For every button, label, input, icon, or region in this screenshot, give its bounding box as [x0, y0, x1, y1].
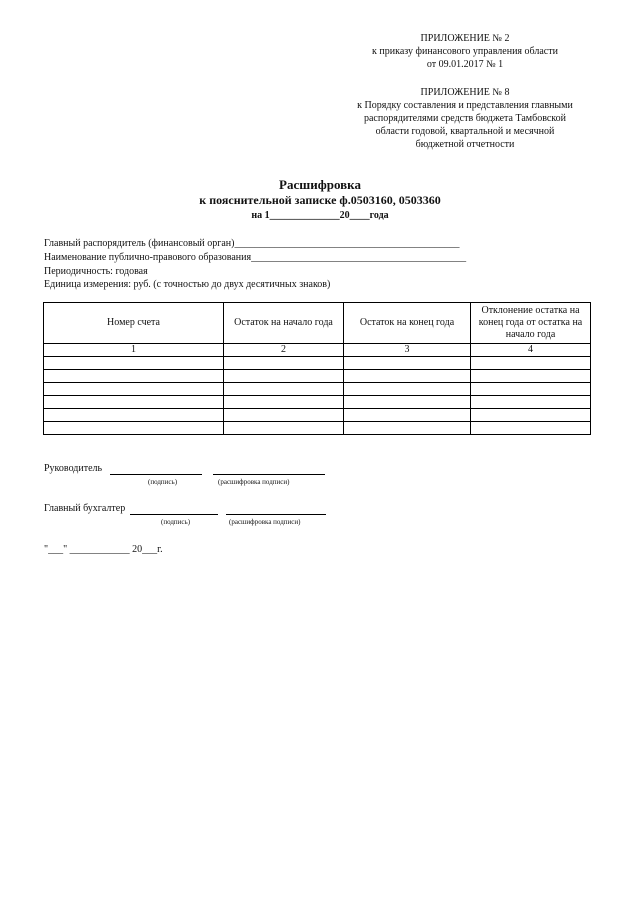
- accountant-decode-line[interactable]: [226, 514, 326, 515]
- appendix-8-line-2: распорядителями средств бюджета Тамбовской: [363, 113, 566, 124]
- table-row: [44, 383, 591, 396]
- table-cell[interactable]: [224, 422, 344, 435]
- col-balance-start: Остаток на начало года: [224, 303, 344, 344]
- appendix-2-title: ПРИЛОЖЕНИЕ № 2: [420, 33, 510, 44]
- appendix-2-block: [330, 32, 600, 71]
- document-subtitle: к пояснительной записке ф.0503160, 0503360: [199, 193, 441, 207]
- col-number-3: 3: [344, 344, 471, 357]
- document-date-line: на 1______________20____года: [251, 210, 389, 221]
- table-row: [44, 396, 591, 409]
- table-row: [44, 370, 591, 383]
- table-cell[interactable]: [344, 370, 471, 383]
- table-cell[interactable]: [344, 357, 471, 370]
- appendix-8-title: ПРИЛОЖЕНИЕ № 8: [420, 87, 510, 98]
- table-cell[interactable]: [471, 396, 591, 409]
- periodicity-line: Периодичность: годовая: [44, 266, 148, 277]
- col-number-2: 2: [224, 344, 344, 357]
- appendix-2-line-2: от 09.01.2017 № 1: [426, 59, 504, 70]
- table-cell[interactable]: [224, 383, 344, 396]
- head-signature-caption: (подпись): [148, 478, 178, 486]
- table-row: [44, 409, 591, 422]
- signature-date-line: "___" ____________ 20___г.: [44, 544, 163, 555]
- table-cell[interactable]: [44, 383, 224, 396]
- document-title: Расшифровка: [279, 177, 361, 192]
- appendix-8-line-1: к Порядку составления и представления главными: [357, 100, 573, 111]
- appendix-8-line-3: области годовой, квартальной и месячной: [375, 126, 555, 137]
- table-cell[interactable]: [344, 396, 471, 409]
- col-account-number: Номер счета: [44, 303, 224, 344]
- table-cell[interactable]: [471, 422, 591, 435]
- table-cell[interactable]: [44, 409, 224, 422]
- accountant-signature-caption: (подпись): [161, 518, 191, 526]
- table-cell[interactable]: [471, 409, 591, 422]
- col-deviation: Отклонение остатка на конец года от остатка на начало года: [471, 303, 591, 344]
- table-cell[interactable]: [471, 370, 591, 383]
- table-cell[interactable]: [471, 383, 591, 396]
- table-row: [44, 422, 591, 435]
- table-cell[interactable]: [224, 370, 344, 383]
- table-cell[interactable]: [344, 422, 471, 435]
- table-cell[interactable]: [224, 396, 344, 409]
- entity-line: Наименование публично-правового образования___________________________________________: [44, 252, 467, 263]
- col-balance-end: Остаток на конец года: [344, 303, 471, 344]
- col-number-1: 1: [44, 344, 224, 357]
- table-header-row: [44, 303, 591, 344]
- table-row: [44, 357, 591, 370]
- unit-line: Единица измерения: руб. (с точностью до двух десятичных знаков): [44, 279, 331, 290]
- table-cell[interactable]: [44, 396, 224, 409]
- head-decode-caption: (расшифровка подписи): [218, 478, 290, 486]
- table-number-row: [44, 344, 591, 357]
- accountant-signature-label: Главный бухгалтер: [44, 503, 126, 514]
- decoding-table: [43, 302, 591, 435]
- table-cell[interactable]: [224, 409, 344, 422]
- table-cell[interactable]: [224, 357, 344, 370]
- distributor-line: Главный распорядитель (финансовый орган)_____________________________________________: [44, 238, 460, 249]
- col-number-4: 4: [471, 344, 591, 357]
- table-cell[interactable]: [44, 422, 224, 435]
- table-cell[interactable]: [471, 357, 591, 370]
- accountant-signature-line[interactable]: [130, 514, 218, 515]
- accountant-decode-caption: (расшифровка подписи): [229, 518, 301, 526]
- appendix-8-block: [330, 86, 600, 151]
- table-cell[interactable]: [344, 409, 471, 422]
- head-signature-line[interactable]: [110, 474, 202, 475]
- head-decode-line[interactable]: [213, 474, 325, 475]
- appendix-8-line-4: бюджетной отчетности: [415, 139, 515, 150]
- head-signature-label: Руководитель: [44, 463, 103, 474]
- appendix-2-line-1: к приказу финансового управления области: [372, 46, 558, 57]
- table-cell[interactable]: [44, 357, 224, 370]
- table-cell[interactable]: [44, 370, 224, 383]
- table-cell[interactable]: [344, 383, 471, 396]
